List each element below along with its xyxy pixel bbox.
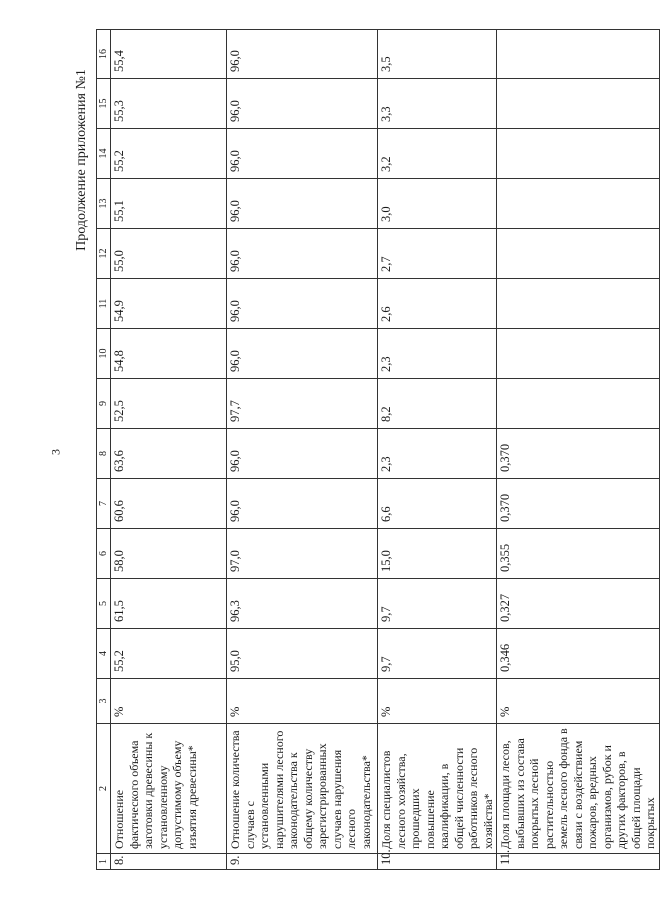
indicator-name: Доля специалистов лесного хозяйства, прошедших повышение квалификации, в общей численности работников лесного хозяйства* [378, 724, 497, 854]
table-body [97, 30, 660, 870]
value-cell: 55,0 [111, 229, 227, 279]
value-cell: 55,4 [111, 30, 227, 79]
value-cell [497, 129, 660, 179]
unit-cell: % [378, 679, 497, 724]
column-number-16: 16 [97, 30, 111, 79]
value-cell: 96,0 [227, 429, 378, 479]
value-cell [497, 30, 660, 79]
column-number-2: 2 [97, 724, 111, 854]
row-number: 8. [111, 854, 227, 870]
column-number-1: 1 [97, 854, 111, 870]
row-number: 9. [227, 854, 378, 870]
column-number-6: 6 [97, 529, 111, 579]
value-cell [497, 229, 660, 279]
column-number-3: 3 [97, 679, 111, 724]
value-cell: 3,3 [378, 79, 497, 129]
value-cell: 54,8 [111, 329, 227, 379]
value-cell: 60,6 [111, 479, 227, 529]
unit-cell: % [497, 679, 660, 724]
value-cell: 61,5 [111, 579, 227, 629]
value-cell: 2,3 [378, 329, 497, 379]
value-cell: 55,1 [111, 179, 227, 229]
value-cell [497, 79, 660, 129]
indicator-name: Отношение количества случаев с установленными нарушителями лесного законодательства к общему количеству зарегистрированных случаев нарушения лесного законодательства* [227, 724, 378, 854]
value-cell: 96,0 [227, 79, 378, 129]
page-number: 3 [48, 449, 63, 455]
row-number: 11. [497, 854, 660, 870]
value-cell: 96,0 [227, 229, 378, 279]
value-cell: 96,0 [227, 30, 378, 79]
value-cell: 63,6 [111, 429, 227, 479]
value-cell: 3,0 [378, 179, 497, 229]
table-row [497, 30, 660, 870]
value-cell: 2,3 [378, 429, 497, 479]
value-cell: 96,0 [227, 279, 378, 329]
value-cell: 55,2 [111, 129, 227, 179]
value-cell: 54,9 [111, 279, 227, 329]
value-cell: 55,2 [111, 629, 227, 679]
value-cell: 96,3 [227, 579, 378, 629]
value-cell: 0,370 [497, 479, 660, 529]
value-cell: 52,5 [111, 379, 227, 429]
value-cell: 3,5 [378, 30, 497, 79]
appendix-caption: Продолжение приложения №1 [74, 69, 89, 251]
value-cell: 96,0 [227, 479, 378, 529]
column-number-4: 4 [97, 629, 111, 679]
value-cell: 2,6 [378, 279, 497, 329]
value-cell: 96,0 [227, 129, 378, 179]
value-cell: 96,0 [227, 179, 378, 229]
column-number-14: 14 [97, 129, 111, 179]
unit-cell: % [111, 679, 227, 724]
table-row [378, 30, 497, 870]
column-number-13: 13 [97, 179, 111, 229]
value-cell: 15,0 [378, 529, 497, 579]
value-cell: 3,2 [378, 129, 497, 179]
column-number-9: 9 [97, 379, 111, 429]
value-cell: 97,7 [227, 379, 378, 429]
column-number-8: 8 [97, 429, 111, 479]
value-cell: 9,7 [378, 629, 497, 679]
row-number: 10. [378, 854, 497, 870]
value-cell: 95,0 [227, 629, 378, 679]
indicators-table [96, 29, 660, 870]
table-row [227, 30, 378, 870]
column-number-12: 12 [97, 229, 111, 279]
table-row [111, 30, 227, 870]
value-cell: 0,370 [497, 429, 660, 479]
value-cell: 6,6 [378, 479, 497, 529]
unit-cell: % [227, 679, 378, 724]
value-cell: 0,346 [497, 629, 660, 679]
column-number-row [97, 30, 111, 870]
column-number-15: 15 [97, 79, 111, 129]
value-cell: 0,327 [497, 579, 660, 629]
value-cell: 96,0 [227, 329, 378, 379]
value-cell [497, 329, 660, 379]
value-cell: 97,0 [227, 529, 378, 579]
value-cell [497, 279, 660, 329]
indicator-name: Доля площади лесов, выбывших из состава покрытых лесной растительностью земель лесного фонда в связи с воздействием пожаров, вредных организмов, рубок и других факторов, в общей площади покрытых [497, 724, 660, 854]
column-number-7: 7 [97, 479, 111, 529]
value-cell: 0,355 [497, 529, 660, 579]
value-cell: 2,7 [378, 229, 497, 279]
value-cell: 8,2 [378, 379, 497, 429]
value-cell: 55,3 [111, 79, 227, 129]
value-cell [497, 379, 660, 429]
column-number-10: 10 [97, 329, 111, 379]
rotated-table-wrapper [96, 30, 657, 870]
column-number-11: 11 [97, 279, 111, 329]
indicator-name: Отношение фактического объема заготовки древесины к установленному допустимому объему изъятия древесины* [111, 724, 227, 854]
column-number-5: 5 [97, 579, 111, 629]
value-cell [497, 179, 660, 229]
value-cell: 58,0 [111, 529, 227, 579]
value-cell: 9,7 [378, 579, 497, 629]
